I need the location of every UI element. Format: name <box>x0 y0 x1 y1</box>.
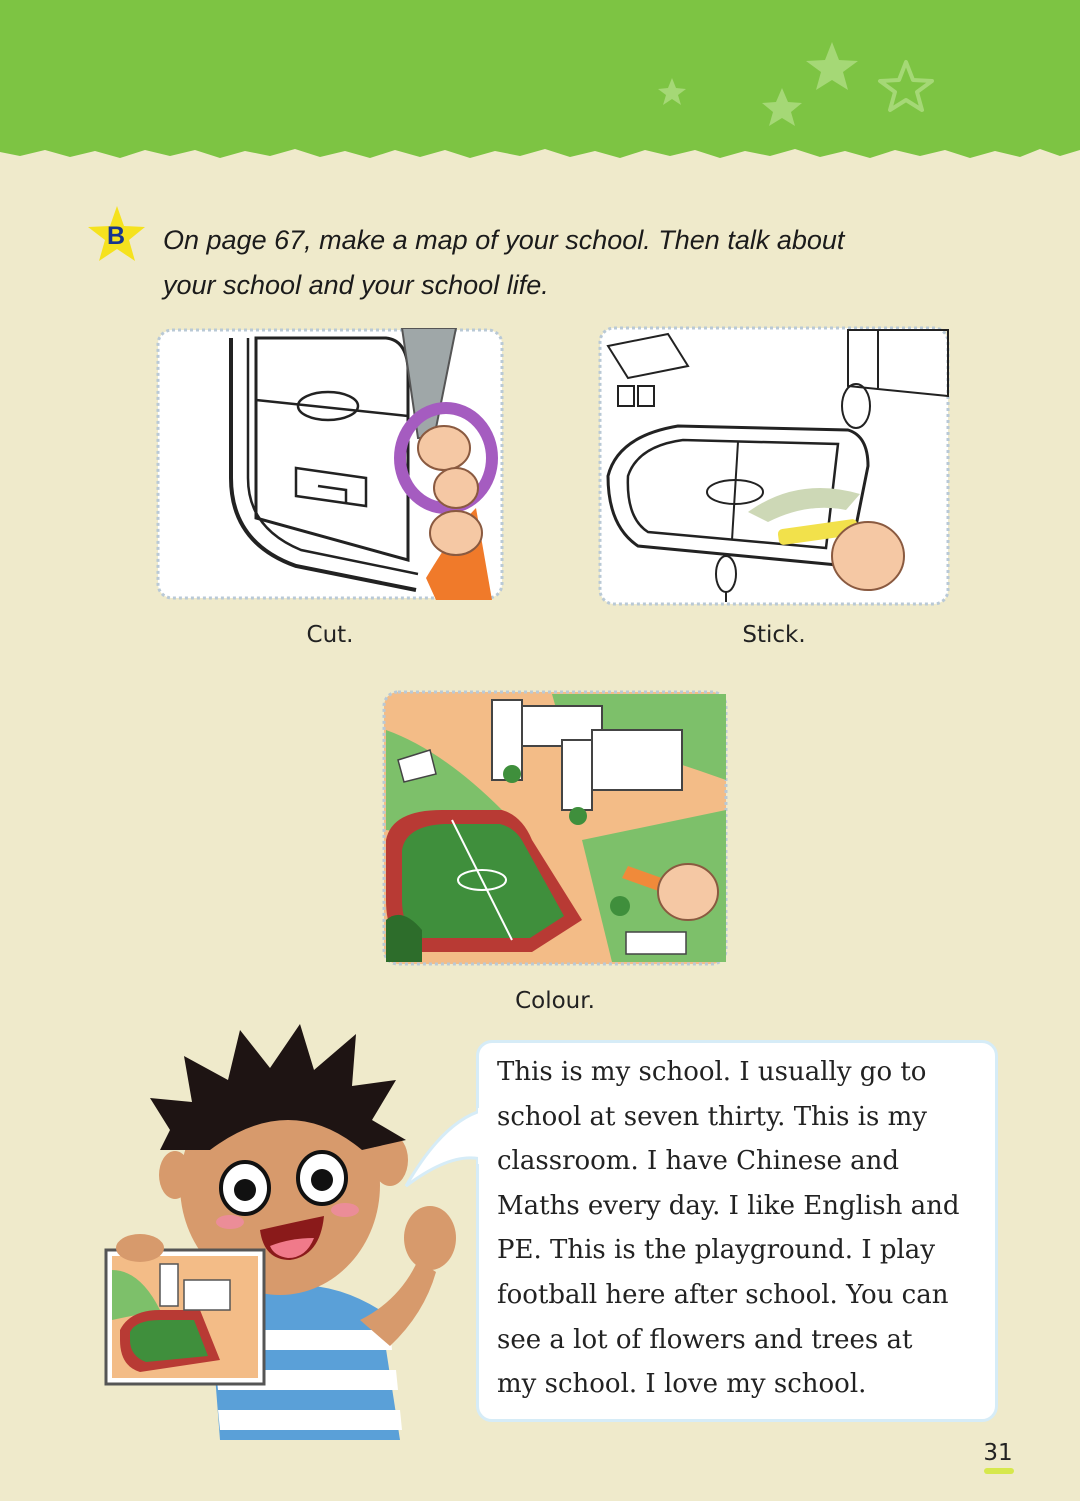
task-instructions <box>163 218 983 308</box>
stick-illustration <box>598 326 950 606</box>
caption-cut: Cut. <box>306 622 354 648</box>
speech-line: my school. I love my school. <box>497 1369 867 1400</box>
caption-stick: Stick. <box>742 622 806 648</box>
speech-bubble-tail <box>404 1100 488 1190</box>
page-number: 31 <box>983 1440 1013 1466</box>
speech-line: This is my school. I usually go to <box>497 1057 927 1087</box>
task-line-2: your school and your school life. <box>163 270 549 300</box>
speech-line: football here after school. You can <box>497 1279 949 1310</box>
speech-line: Maths every day. I like English and <box>497 1190 960 1221</box>
speech-line: classroom. I have Chinese and <box>497 1146 900 1177</box>
header-band <box>0 0 1080 170</box>
boy-illustration <box>100 1010 510 1440</box>
speech-line: see a lot of flowers and trees at <box>497 1324 913 1355</box>
colour-illustration <box>382 690 728 966</box>
speech-line: school at seven thirty. This is my <box>497 1101 927 1132</box>
task-line-1: On page 67, make a map of your school. Then talk about <box>163 225 845 255</box>
caption-colour: Colour. <box>515 988 595 1014</box>
speech-text <box>497 1050 989 1407</box>
speech-line: PE. This is the playground. I play <box>497 1235 936 1266</box>
page-number-highlight <box>984 1468 1014 1474</box>
task-letter: B <box>106 222 126 250</box>
cut-illustration <box>156 328 504 600</box>
